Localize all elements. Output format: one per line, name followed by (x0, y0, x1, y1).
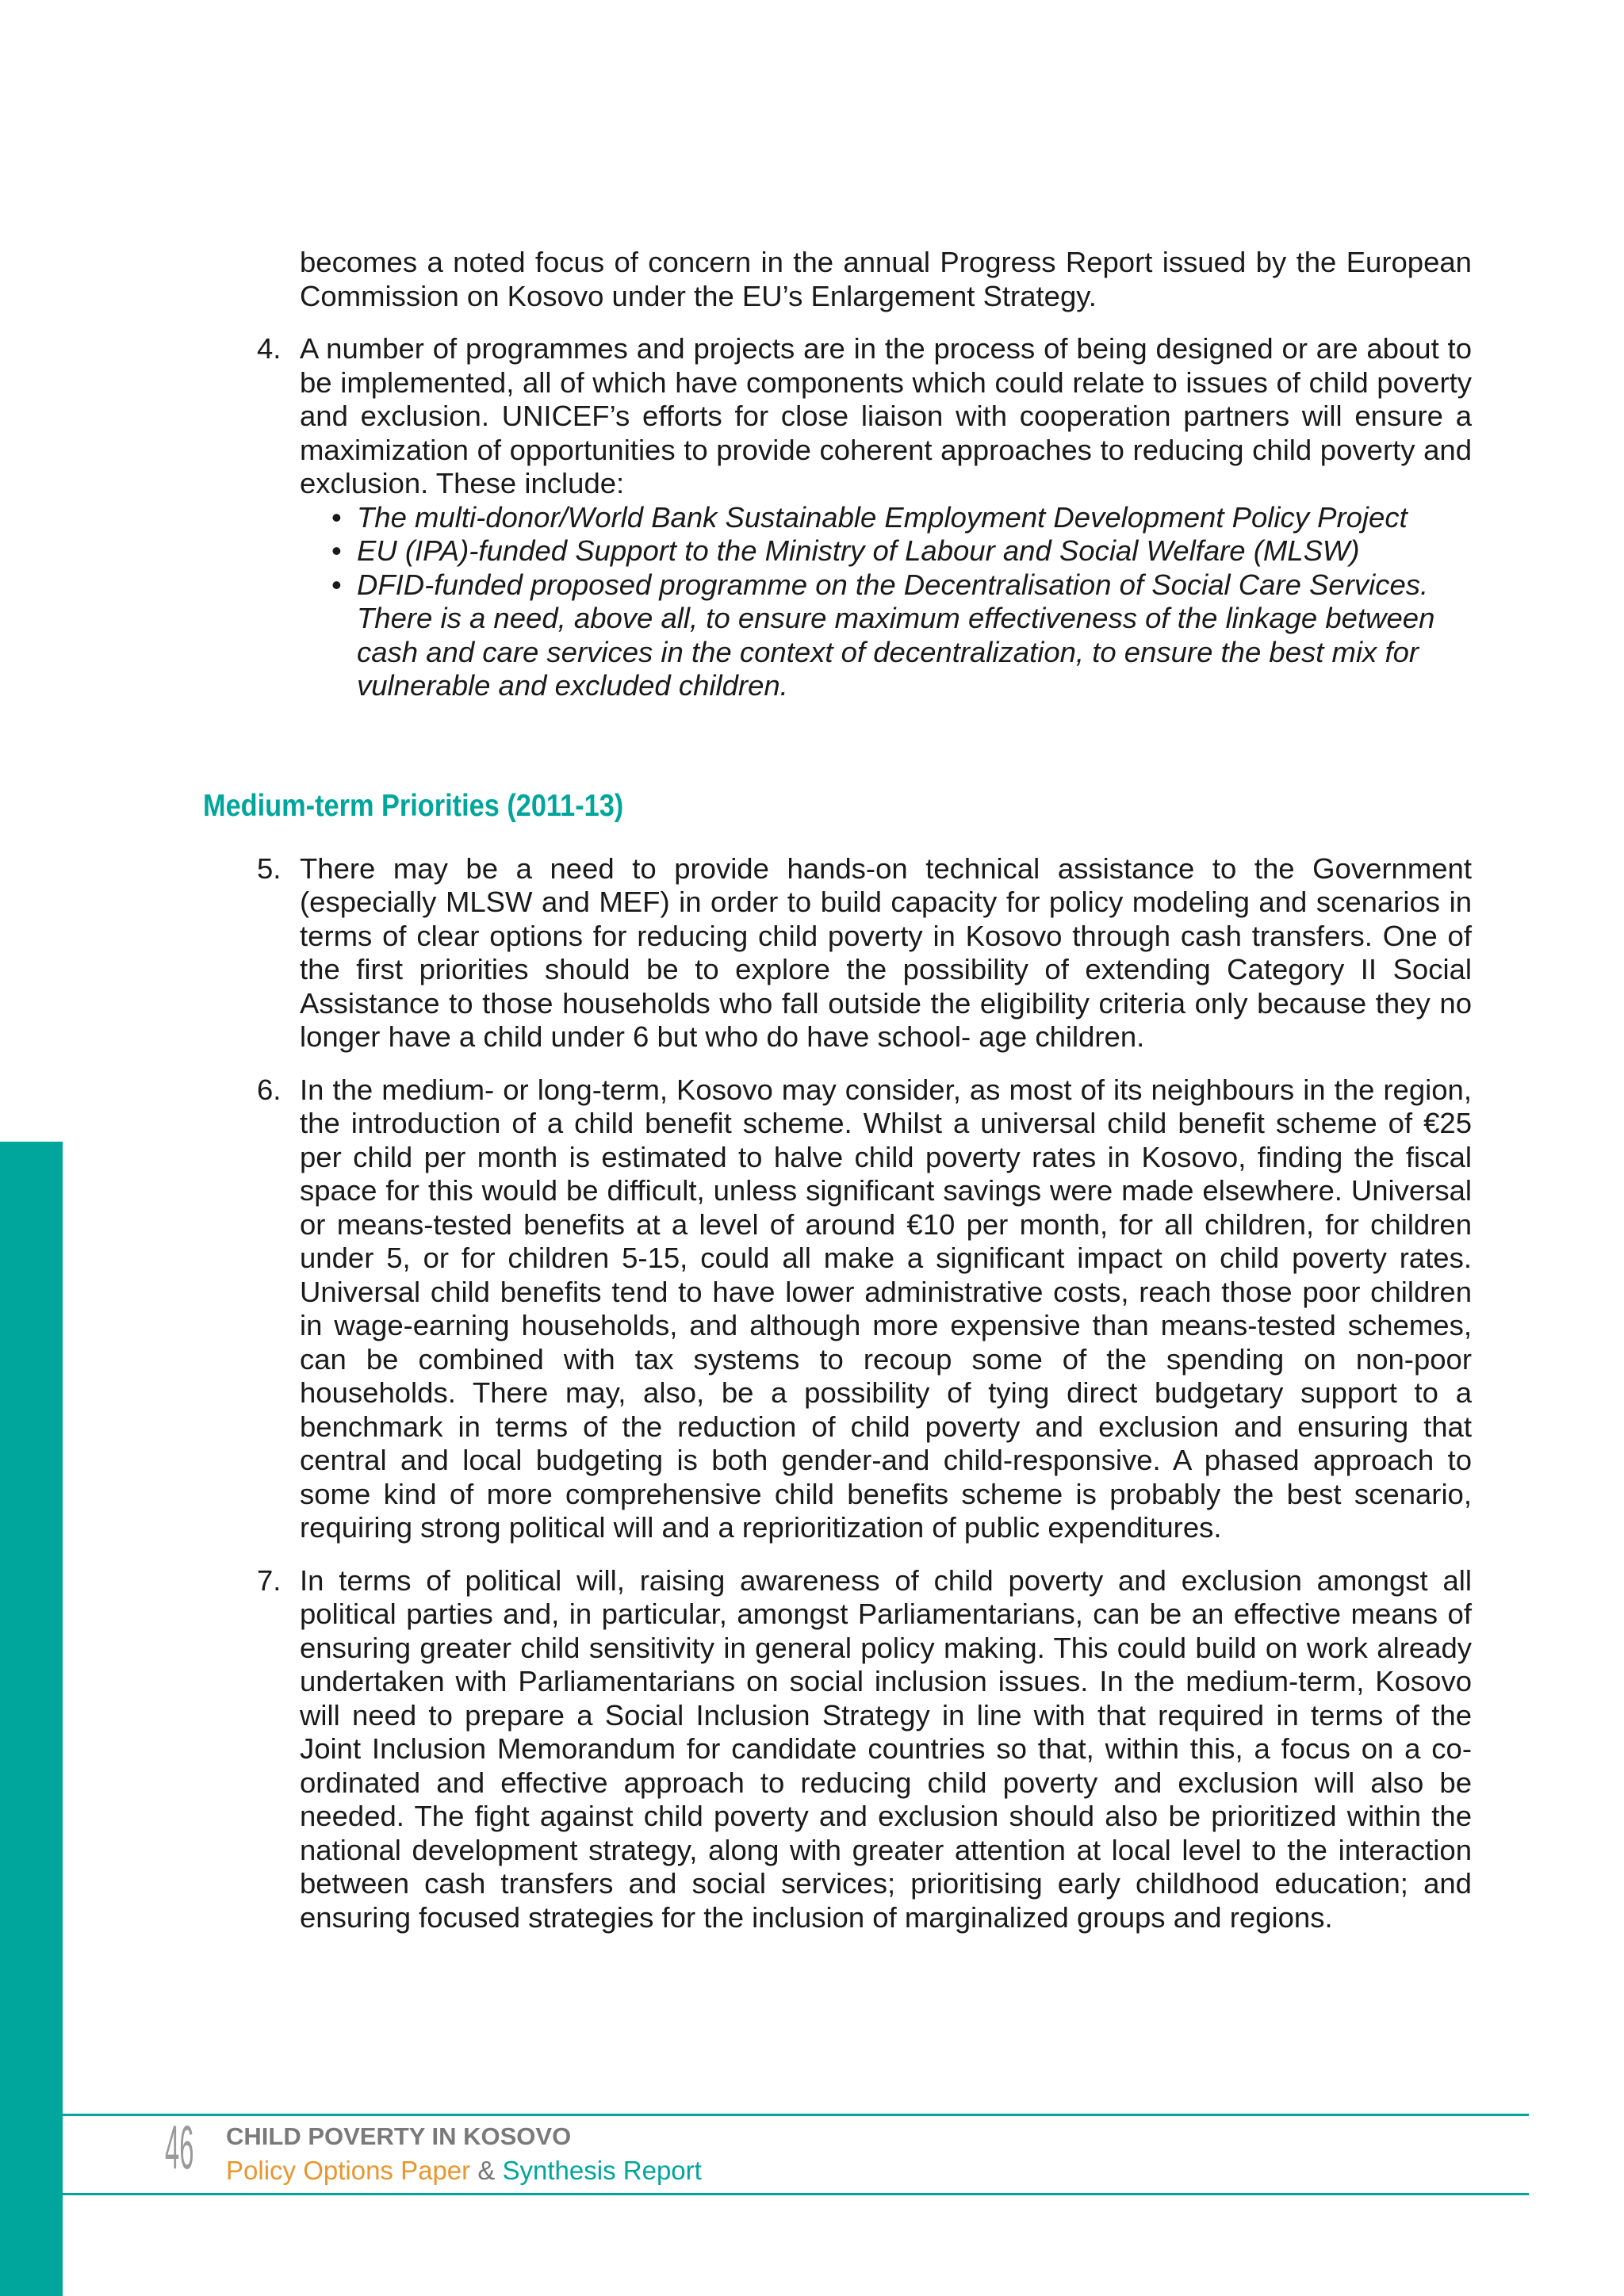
side-accent-bar (0, 1142, 63, 2296)
item-number: 4. (257, 332, 282, 365)
item-text: There may be a need to provide hands-on technical assistance to the Government (especially MLSW and MEF) in order to build capacity for policy modeling and scenarios in terms of clear options for reducing child poverty in Kosovo through cash transfers. One of the first priorities should be to explore the possibility of extending Category II Social Assistance to those households who fall outside the eligibility criteria only because they no longer have a child under 6 but who do have school- age children. (300, 851, 1472, 1053)
numbered-item-6 (203, 1073, 1472, 1545)
numbered-item-7 (203, 1564, 1472, 1935)
item-body (300, 332, 1472, 703)
footer-title: CHILD POVERTY IN KOSOVO (226, 2122, 572, 2150)
item-text: In the medium- or long-term, Kosovo may consider, as most of its neighbours in the region, the introduction of a child benefit scheme. Whilst a universal child benefit scheme of €25 per child per month is estimated to halve child poverty rates in Kosovo, finding the fiscal space for this would be difficult, unless significant savings were made elsewhere. Universal or means-tested benefits at a level of around €10 per month, for all children, for children under 5, or for children 5-15, could all make a significant impact on child poverty rates. Universal child benefits tend to have lower administrative costs, reach those poor children in wage-earning households, and although more expensive than means-tested schemes, can be combined with tax systems to recoup some of the spending on non-poor households. There may, also, be a possibility of tying direct budgetary support to a benchmark in terms of the reduction of child poverty and exclusion and ensuring that central and local budgeting is both gender-and child-responsive. A phased approach to some kind of more comprehensive child benefits scheme is probably the best scenario, requiring strong political will and a reprioritization of public expenditures. (300, 1073, 1472, 1544)
bullet-list (300, 501, 1472, 703)
bullet-icon: • (331, 534, 342, 567)
continuation-paragraph: becomes a noted focus of concern in the annual Progress Report issued by the European Commission on Kosovo under the EU’s Enlargement Strategy. (300, 246, 1472, 312)
item-text: In terms of political will, raising awareness of child poverty and exclusion amongst all political parties and, in particular, amongst Parliamentarians, can be an effective means of ensuring greater child sensitivity in general policy making. This could build on work already undertaken with Parliamentarians on social inclusion issues. In the medium-term, Kosovo will need to prepare a Social Inclusion Strategy in line with that required in terms of the Joint Inclusion Memorandum for candidate countries so that, within this, a focus on a co-ordinated and effective approach to reducing child poverty and exclusion will also be needed. The fight against child poverty and exclusion should also be prioritized within the national development strategy, along with greater attention at local level to the interaction between cash transfers and social services; prioritising early childhood education; and ensuring focused strategies for the inclusion of marginalized groups and regions. (300, 1563, 1472, 1934)
numbered-item-5 (203, 852, 1472, 1054)
footer-bottom-rule (63, 2193, 1529, 2195)
section-heading: Medium-term Priorities (2011-13) (203, 788, 624, 823)
page-number: 46 (165, 2112, 194, 2182)
bullet-icon: • (331, 568, 342, 601)
item-number: 7. (257, 1563, 282, 1597)
item-text: A number of programmes and projects are in the process of being designed or are about to be implemented, all of which have components which could relate to issues of child poverty and exclusion. UNICEF’s efforts for close liaison with cooperation partners will ensure a maximization of opportunities to provide coherent approaches to reducing child poverty and exclusion. These include: (300, 332, 1472, 499)
bullet-item: • DFID-funded proposed programme on the Decentralisation of Social Care Services. There is a need, above all, to ensure maximum effectiveness of the linkage between cash and care services in the context of decentralization, to ensure the best mix for vulnerable and excluded children. (331, 568, 1435, 702)
item-number: 5. (257, 851, 282, 885)
footer-subtitle-part1: Policy Options Paper (226, 2156, 471, 2185)
footer-subtitle-amp: & (477, 2156, 496, 2185)
footer-subtitle (226, 2155, 702, 2187)
footer-top-rule (63, 2114, 1529, 2116)
bullet-icon: • (331, 500, 342, 534)
bullet-item: • The multi-donor/World Bank Sustainable Employment Development Policy Project (331, 500, 1408, 534)
page-content (203, 246, 1472, 1954)
item-number: 6. (257, 1073, 282, 1106)
numbered-item-4 (203, 332, 1472, 703)
bullet-item: • EU (IPA)-funded Support to the Ministry of Labour and Social Welfare (MLSW) (331, 534, 1360, 567)
footer-subtitle-part2: Synthesis Report (502, 2156, 702, 2185)
